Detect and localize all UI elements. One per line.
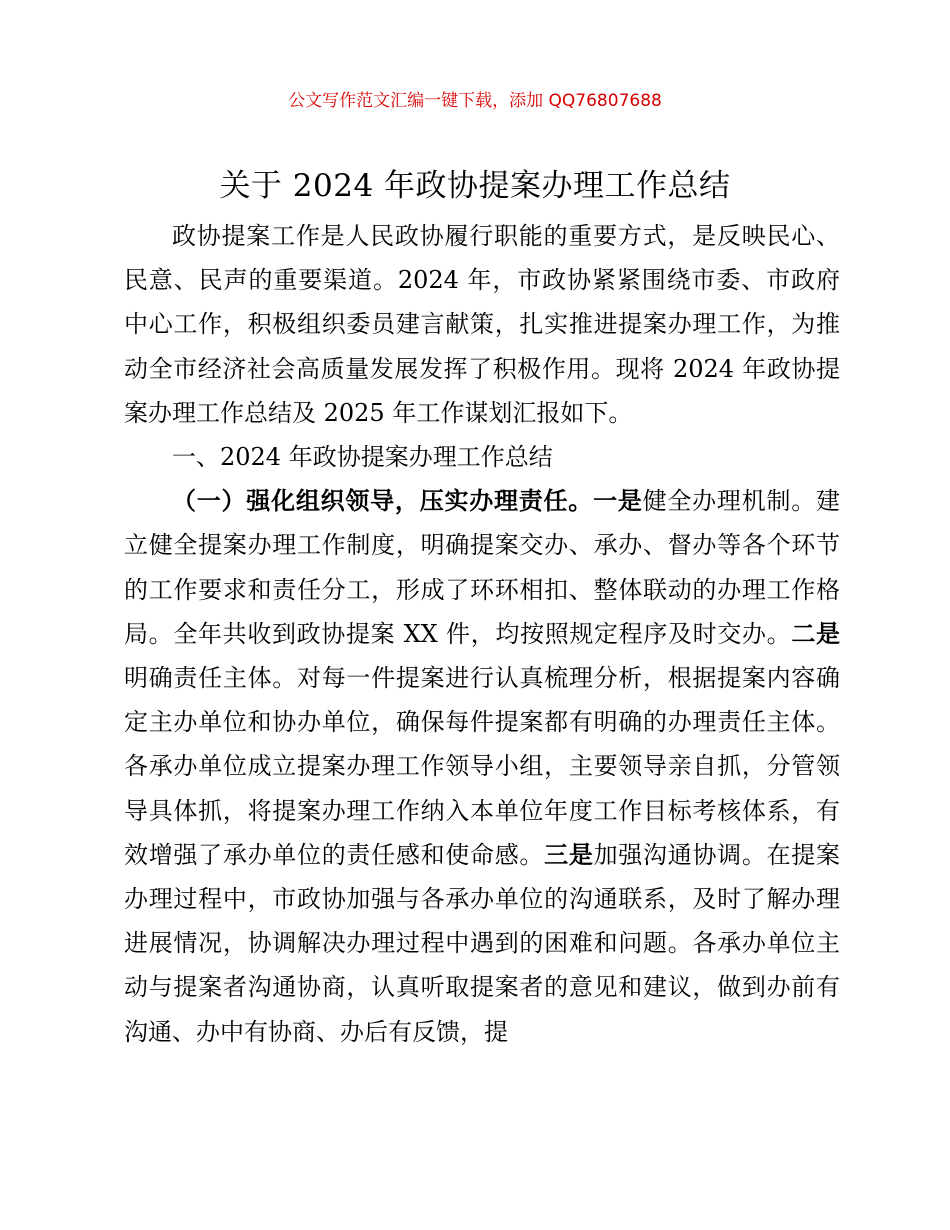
document-body bbox=[124, 214, 840, 1054]
section-heading: 一、2024 年政协提案办理工作总结 bbox=[172, 443, 553, 472]
point-2-label: 二是 bbox=[791, 618, 840, 648]
point-1-label: 一是 bbox=[593, 486, 643, 516]
point-1-text: 健全办理机制。建立健全提案办理工作制度，明确提案交办、承办、督办等各个环节的工作要求和责任分工，形成了环环相扣、整体联动的办理工作格局。全年共收到政协提案 XX 件，均按照规定程序及时交办。 bbox=[124, 487, 841, 648]
subsection-paragraph bbox=[124, 479, 840, 1054]
download-banner: 公文写作范文汇编一键下载，添加 QQ76807688 bbox=[288, 91, 662, 111]
point-2-text: 明确责任主体。对每一件提案进行认真梳理分析，根据提案内容确定主办单位和协办单位，确保每件提案都有明确的办理责任主体。各承办单位成立提案办理工作领导小组，主要领导亲自抓，分管领导具体抓，将提案办理工作纳入本单位年度工作目标考核体系，有效增强了承办单位的责任感和使命感。 bbox=[124, 664, 840, 869]
subsection-heading: （一）强化组织领导，压实办理责任。 bbox=[172, 486, 594, 516]
document-title: 关于 2024 年政协提案办理工作总结 bbox=[219, 168, 731, 204]
intro-paragraph: 政协提案工作是人民政协履行职能的重要方式，是反映民心、民意、民声的重要渠道。2024 年，市政协紧紧围绕市委、市政府中心工作，积极组织委员建言献策，扎实推进提案办理工作，为推动全市经济社会高质量发展发挥了积极作用。现将 2024 年政协提案办理工作总结及 2025 年工作谋划汇报如下。 bbox=[124, 222, 840, 427]
point-3-text: 加强沟通协调。在提案办理过程中，市政协加强与各承办单位的沟通联系，及时了解办理进展情况，协调解决办理过程中遇到的困难和问题。各承办单位主动与提案者沟通协商，认真听取提案者的意见和建议，做到办前有沟通、办中有协商、办后有反馈，提 bbox=[124, 840, 841, 1046]
point-3-label: 三是 bbox=[544, 839, 594, 869]
